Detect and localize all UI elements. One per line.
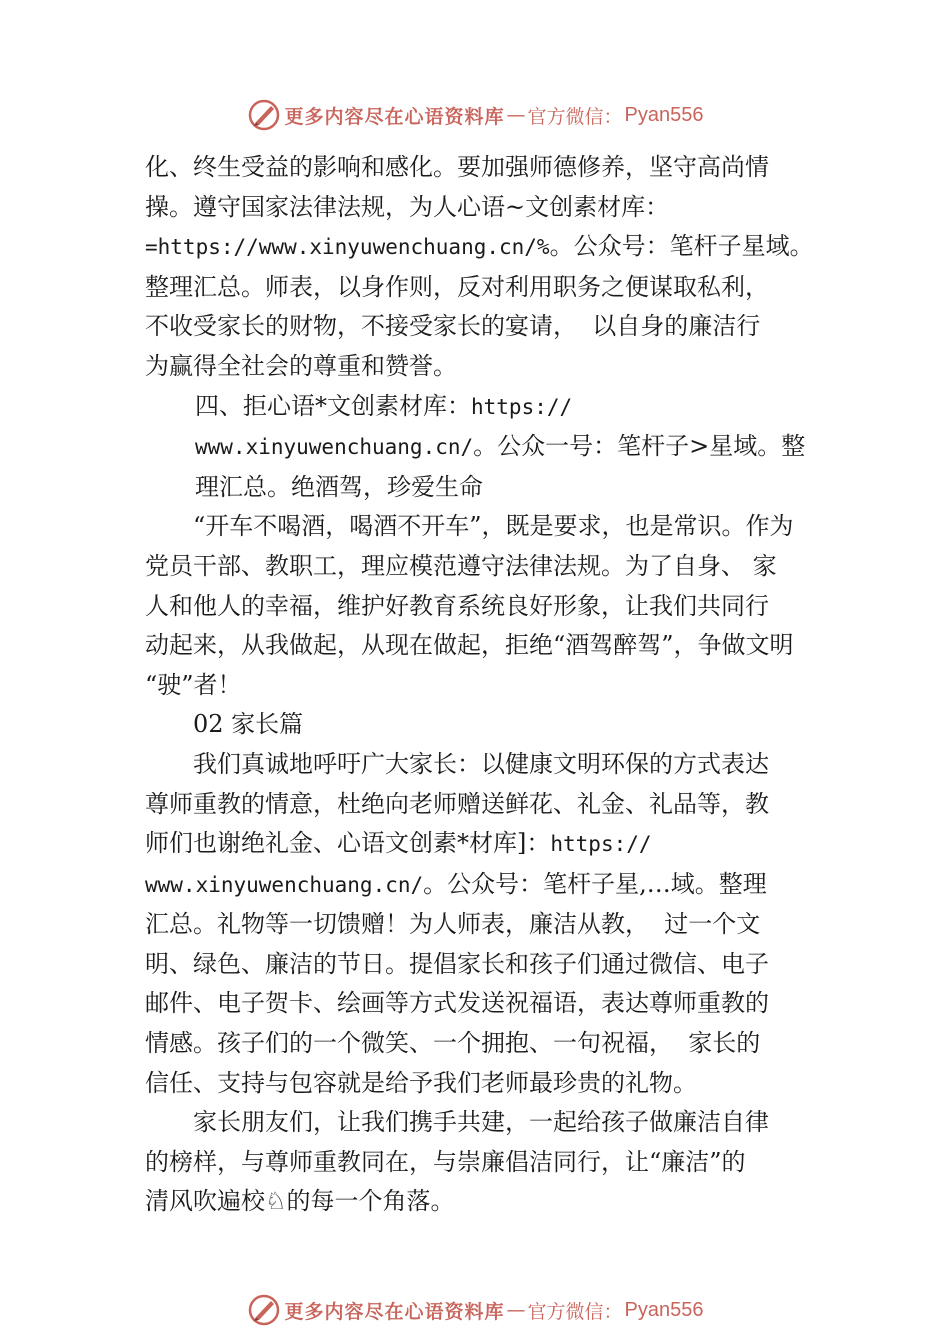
banner-title: 更多内容尽在心语资料库 [284, 105, 505, 128]
text-line [145, 865, 835, 906]
text-line: 信任、支持与包容就是给予我们老师最珍贵的礼物。 [145, 1068, 697, 1097]
url-text: www.xinyuwenchuang.cn/ [145, 872, 424, 897]
text-line: 邮件、电子贺卡、绘画等方式发送祝福语，表达尊师重教的 [145, 989, 769, 1018]
text-line: “开车不喝酒，喝酒不开车”，既是要求，也是常识。作为 [193, 512, 794, 541]
url-text: https:// [471, 394, 573, 419]
text-line: 我们真诚地呼吁广大家长：以健康文明环保的方式表达 [193, 749, 769, 778]
banner-wechat-label: 官方微信： [527, 105, 623, 128]
section-heading-line [145, 387, 835, 428]
text-line: 家长朋友们，让我们携手共建，一起给孩子做廉洁自律 [193, 1108, 769, 1137]
text-line: 为赢得全社会的尊重和赞誉。 [145, 351, 457, 380]
text-line [145, 824, 835, 865]
text-line: 整理汇总。师表，以身作则，反对利用职务之便谋取私利， [145, 272, 769, 301]
logo-icon [247, 98, 281, 132]
text-line: 动起来，从我做起，从现在做起，拒绝“酒驾醉驾”，争做文明 [145, 631, 794, 660]
banner-wechat-id: Pyan556 [624, 103, 704, 126]
section-title: 02 家长篇 [193, 710, 304, 739]
document-body [145, 148, 835, 1222]
header-banner [0, 95, 950, 135]
text-line [145, 227, 835, 268]
logo-icon [247, 1293, 281, 1327]
text-fragment: 四、拒心语*文创素材库： [195, 391, 471, 420]
text-line: 人和他人的幸福，维护好教育系统良好形象，让我们共同行 [145, 591, 769, 620]
text-line: 操。遵守国家法律法规，为人心语~文创素材库： [145, 192, 670, 221]
text-fragment: 师们也谢绝礼金、心语文创素*材库]： [145, 829, 551, 858]
footer-banner [0, 1290, 950, 1330]
text-line: 党员干部、教职工，理应模范遵守法律法规。为了自身、 家 [145, 551, 777, 580]
url-text: =https://www.xinyuwenchuang.cn/% [145, 235, 550, 260]
text-line: 明、绿色、廉洁的节日。提倡家长和孩子们通过微信、电子 [145, 949, 769, 978]
url-text: www.xinyuwenchuang.cn/ [195, 435, 474, 460]
banner-dash: — [506, 104, 526, 126]
text-line: “驶”者！ [145, 670, 242, 699]
banner-dash: — [506, 1299, 526, 1321]
text-line: 的榜样，与尊师重教同在，与崇廉倡洁同行，让“廉洁”的 [145, 1147, 746, 1176]
text-line: 清风吹遍校♘的每一个角落。 [145, 1187, 455, 1216]
text-line: 化、终生受益的影响和感化。要加强师德修养，坚守高尚情 [145, 153, 769, 181]
text-line: 不收受家长的财物，不接受家长的宴请， 以自身的廉洁行 [145, 312, 761, 341]
url-text: https:// [550, 832, 652, 857]
text-fragment: 。公众号：笔杆子星域。 [549, 232, 814, 261]
section-heading-line: 理汇总。绝酒驾，珍爱生命 [195, 472, 483, 501]
banner-wechat-id: Pyan556 [624, 1298, 704, 1321]
text-fragment: 。公众一号：笔杆子>星域。整 [473, 432, 806, 461]
text-line: 汇总。礼物等一切馈赠！为人师表，廉洁从教， 过一个文 [145, 910, 761, 939]
banner-wechat-label: 官方微信： [527, 1300, 623, 1323]
text-line: 情感。孩子们的一个微笑、一个拥抱、一句祝福， 家长的 [145, 1029, 761, 1058]
banner-title: 更多内容尽在心语资料库 [284, 1300, 505, 1323]
text-line: 尊师重教的情意，杜绝向老师赠送鲜花、礼金、礼品等，教 [145, 789, 769, 818]
section-heading-line [145, 427, 835, 468]
text-fragment: 。公众号：笔杆子星,…域。整理 [423, 869, 767, 898]
